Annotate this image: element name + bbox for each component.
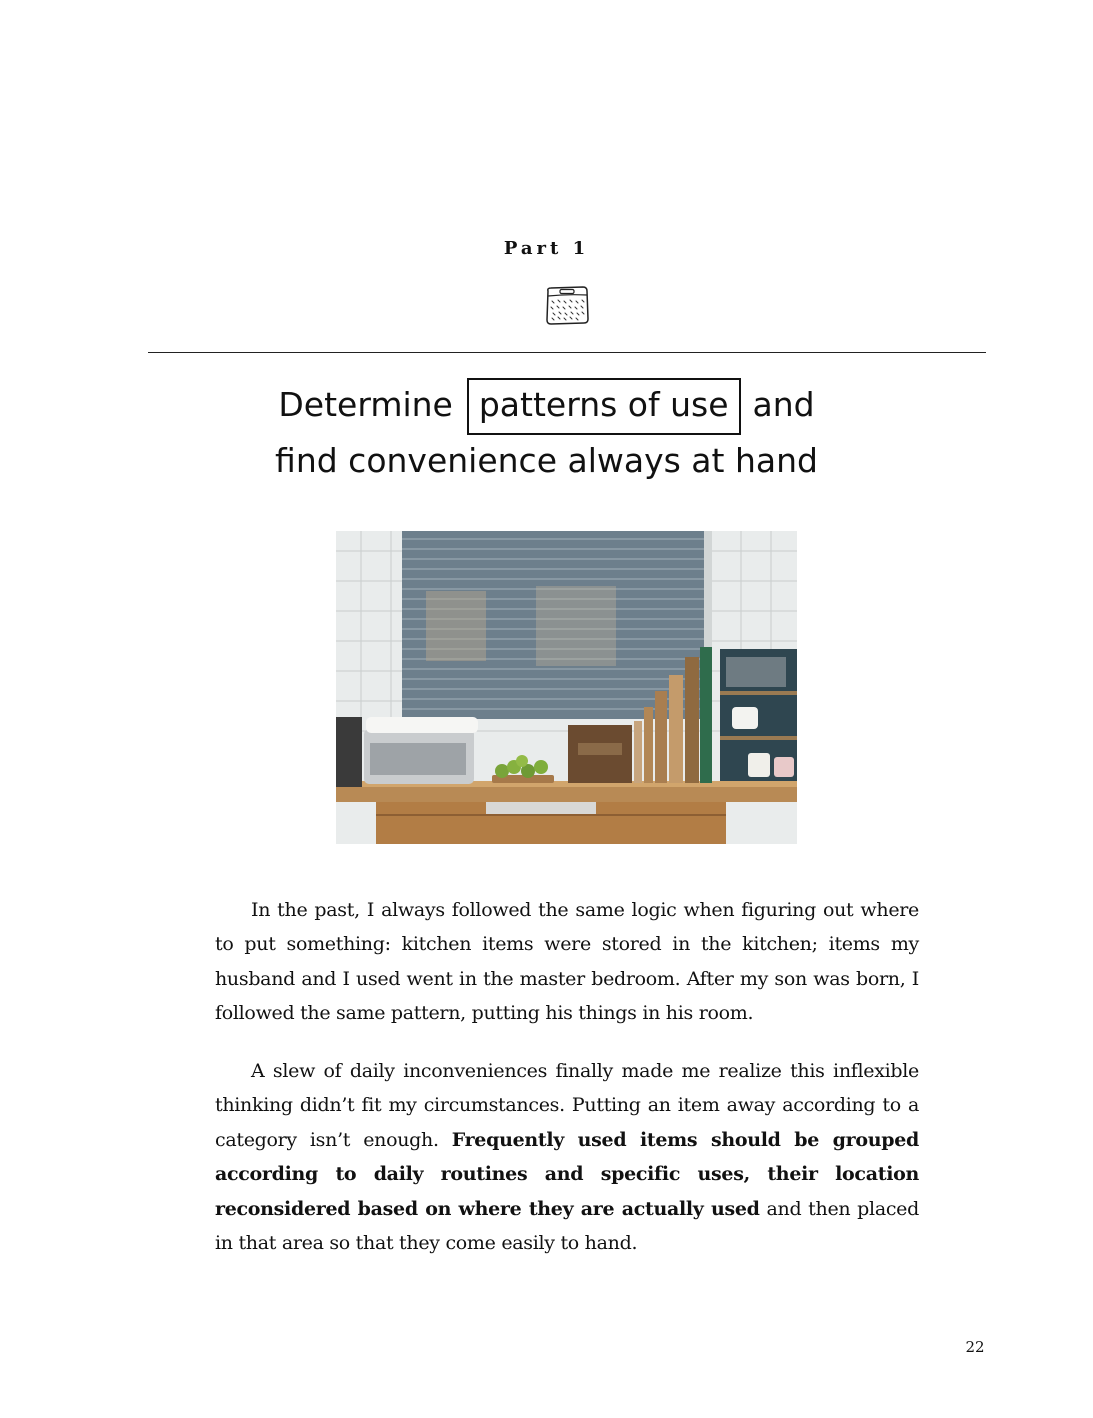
kitchen-counter-photo — [336, 531, 797, 844]
paragraph-2-end: and then placed in that area so that they come easily to hand. — [215, 1197, 919, 1255]
title-line-2: find convenience always at hand — [275, 441, 818, 480]
title-line-1 — [0, 378, 1093, 435]
page-number: 22 — [965, 1338, 985, 1356]
title-word-and: and — [752, 385, 815, 424]
paragraph-1-text: In the past, I always followed the same logic when figuring out where to put something: kitchen items were stored in the kitchen; items my husband and I used went in the master bedroom. After my son was born, I followed the same pattern, putting his things in his room. — [215, 899, 919, 1025]
title-boxed-phrase: patterns of use — [467, 378, 741, 435]
page-title — [0, 378, 1093, 487]
section-divider — [148, 352, 986, 353]
body-paragraph-1 — [215, 893, 919, 1031]
storage-box-icon — [544, 283, 590, 327]
part-label: Part 1 — [503, 238, 590, 259]
paragraph-2-start: A slew of daily inconveniences finally made me realize this inflexible thinking didn’t fit my circumstances. Putting an item away according to a category isn’t enough. — [215, 1060, 919, 1151]
body-paragraph-2 — [215, 1054, 919, 1260]
paragraph-2-text — [215, 1054, 919, 1260]
paragraph-2-bold: Frequently used items should be grouped according to daily routines and specific uses, their location reconsidered based on where they are actually used — [215, 1128, 919, 1220]
title-word-determine: Determine — [278, 385, 453, 424]
